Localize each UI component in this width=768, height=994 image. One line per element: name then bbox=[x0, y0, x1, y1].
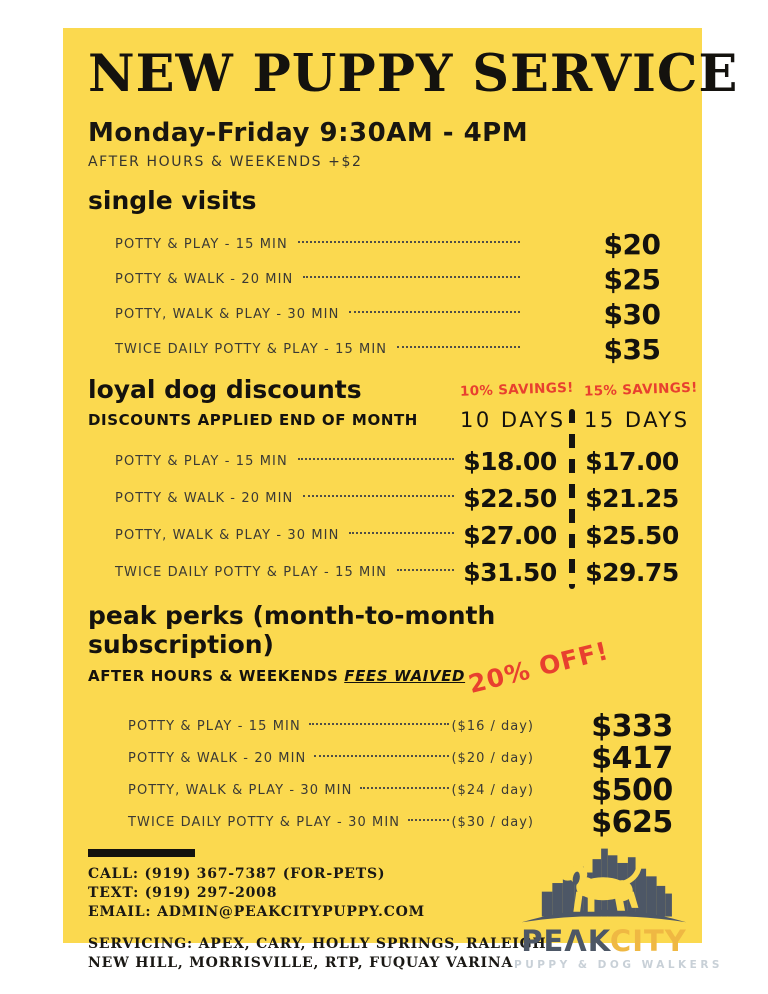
dotted-leader bbox=[303, 495, 454, 497]
monthly-price: $500 bbox=[591, 773, 673, 809]
perk-row bbox=[88, 807, 680, 839]
per-day-rate: ($20 / day) bbox=[451, 751, 534, 767]
schedule-text: Monday-Friday 9:30AM - 4PM bbox=[88, 117, 529, 148]
price-row bbox=[88, 297, 680, 332]
loyal-discounts-heading: loyal dog discounts bbox=[88, 375, 362, 405]
loyal-discounts-subheading: DISCOUNTS APPLIED END OF MONTH bbox=[88, 410, 418, 429]
loyal-discounts-list bbox=[88, 443, 680, 591]
after-hours-note: AFTER HOURS & WEEKENDS +$2 bbox=[88, 153, 363, 170]
contact-text: TEXT: (919) 297-2008 bbox=[88, 884, 278, 901]
logo-city-text: CITY bbox=[609, 924, 687, 958]
dotted-leader bbox=[349, 532, 454, 534]
savings-10-label: 10% SAVINGS! bbox=[459, 379, 574, 400]
perk-row bbox=[88, 711, 680, 743]
logo-peak-text: PEΛK bbox=[521, 924, 610, 958]
service-label: POTTY & PLAY - 15 MIN bbox=[128, 719, 301, 735]
discount-row bbox=[88, 517, 680, 554]
service-label: POTTY & WALK - 20 MIN bbox=[128, 751, 307, 767]
savings-15-label: 15% SAVINGS! bbox=[583, 379, 698, 400]
per-day-rate: ($24 / day) bbox=[451, 783, 534, 799]
fees-waived-emphasis: FEES WAIVED bbox=[344, 666, 466, 685]
dotted-leader bbox=[397, 569, 454, 571]
service-label: TWICE DAILY POTTY & PLAY - 15 MIN bbox=[115, 341, 388, 357]
service-label: POTTY & WALK - 20 MIN bbox=[115, 490, 294, 506]
service-label: POTTY, WALK & PLAY - 30 MIN bbox=[115, 527, 340, 543]
discount-row bbox=[88, 443, 680, 480]
service-price: $25 bbox=[603, 262, 661, 296]
service-label: POTTY & PLAY - 15 MIN bbox=[115, 236, 288, 252]
servicing-line-2: NEW HILL, MORRISVILLE, RTP, FUQUAY VARINA bbox=[88, 954, 514, 971]
logo-tagline: PUPPY & DOG WALKERS bbox=[514, 959, 723, 971]
dotted-leader bbox=[298, 241, 520, 243]
dotted-leader bbox=[303, 276, 520, 278]
dotted-leader bbox=[309, 723, 450, 725]
service-price: $30 bbox=[603, 297, 661, 331]
price-15-days: $29.75 bbox=[585, 557, 679, 587]
price-10-days: $31.50 bbox=[463, 557, 557, 587]
price-10-days: $18.00 bbox=[463, 446, 557, 476]
service-label: POTTY, WALK & PLAY - 30 MIN bbox=[115, 306, 340, 322]
service-price: $35 bbox=[603, 332, 661, 366]
peakcity-logo bbox=[514, 840, 723, 971]
single-visits-heading: single visits bbox=[88, 185, 257, 215]
divider-bar bbox=[88, 849, 195, 857]
price-row bbox=[88, 332, 680, 367]
dotted-leader bbox=[408, 819, 449, 821]
peak-perks-section bbox=[88, 601, 680, 839]
monthly-price: $333 bbox=[591, 709, 673, 745]
service-label: POTTY & WALK - 20 MIN bbox=[115, 271, 294, 287]
dotted-leader bbox=[397, 346, 520, 348]
price-row bbox=[88, 262, 680, 297]
perk-row bbox=[88, 775, 680, 807]
per-day-rate: ($16 / day) bbox=[451, 719, 534, 735]
service-label: TWICE DAILY POTTY & PLAY - 30 MIN bbox=[128, 815, 401, 831]
page-title: NEW PUPPY SERVICE bbox=[88, 44, 739, 104]
service-price: $20 bbox=[603, 227, 661, 261]
service-label: POTTY, WALK & PLAY - 30 MIN bbox=[128, 783, 353, 799]
column-header-10-days: 10 DAYS bbox=[460, 407, 566, 432]
discount-row bbox=[88, 480, 680, 517]
contact-call: CALL: (919) 367-7387 (FOR-PETS) bbox=[88, 865, 386, 882]
price-15-days: $21.25 bbox=[585, 483, 679, 513]
monthly-price: $417 bbox=[591, 741, 673, 777]
peakcity-skyline-dog-icon bbox=[515, 840, 693, 928]
perk-row bbox=[88, 743, 680, 775]
service-label: TWICE DAILY POTTY & PLAY - 15 MIN bbox=[115, 564, 388, 580]
loyal-discounts-section bbox=[88, 375, 698, 591]
dotted-leader bbox=[298, 458, 454, 460]
single-visits-section bbox=[88, 186, 680, 367]
price-row bbox=[88, 227, 680, 262]
peak-perks-list bbox=[88, 711, 680, 839]
logo-wordmark bbox=[514, 924, 694, 958]
servicing-line-1: SERVICING: APEX, CARY, HOLLY SPRINGS, RALEIGH, bbox=[88, 935, 553, 952]
price-10-days: $27.00 bbox=[463, 520, 557, 550]
dotted-leader bbox=[349, 311, 520, 313]
contact-email: EMAIL: ADMIN@PEAKCITYPUPPY.COM bbox=[88, 903, 425, 920]
price-10-days: $22.50 bbox=[463, 483, 557, 513]
dotted-leader bbox=[360, 787, 449, 789]
peak-perks-heading: peak perks (month-to-month subscription) bbox=[88, 600, 496, 659]
price-15-days: $17.00 bbox=[585, 446, 679, 476]
per-day-rate: ($30 / day) bbox=[451, 815, 534, 831]
price-15-days: $25.50 bbox=[585, 520, 679, 550]
fees-note-prefix: AFTER HOURS & WEEKENDS bbox=[88, 666, 345, 685]
service-label: POTTY & PLAY - 15 MIN bbox=[115, 453, 288, 469]
dotted-leader bbox=[314, 755, 449, 757]
column-divider bbox=[569, 409, 575, 589]
single-visits-list bbox=[88, 227, 680, 367]
discount-row bbox=[88, 554, 680, 591]
flyer-page bbox=[63, 28, 739, 971]
column-header-15-days: 15 DAYS bbox=[584, 407, 690, 432]
discount-badge: 20% OFF! bbox=[465, 635, 612, 699]
monthly-price: $625 bbox=[591, 805, 673, 841]
